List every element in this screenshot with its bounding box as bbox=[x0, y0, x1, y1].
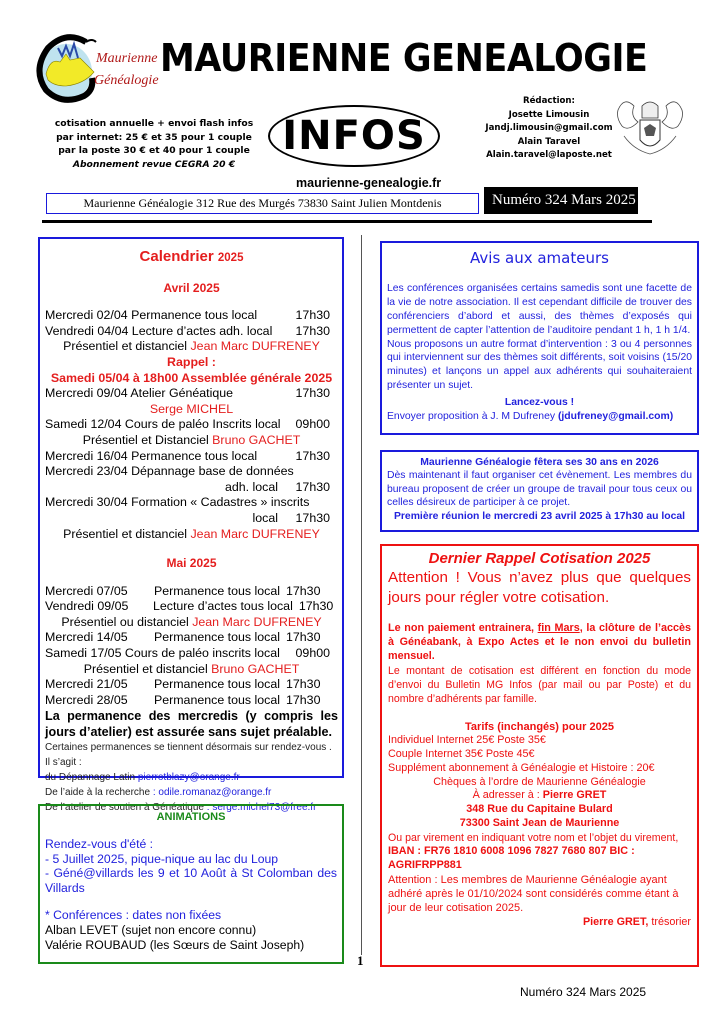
host-name: Jean Marc DUFRENEY bbox=[192, 614, 322, 629]
page-footer: Numéro 324 Mars 2025 bbox=[520, 985, 647, 999]
event-time: 17h30 bbox=[295, 323, 330, 338]
event-time: 17h30 bbox=[286, 583, 321, 598]
reminder-attention: Attention ! Vous n’avez plus que quelques jours pour régler votre cotisation. bbox=[388, 569, 691, 606]
permanence-note: La permanence des mercredis (y compris les jours d’atelier) est assurée sans sujet préalable. bbox=[45, 709, 338, 739]
event-text: Samedi 17/05 Cours de paléo inscrits local bbox=[45, 646, 280, 661]
event-row bbox=[45, 693, 338, 709]
calendar-title-text: Calendrier bbox=[139, 248, 214, 265]
animations-heading: ANIMATIONS bbox=[156, 811, 226, 823]
call-for-speakers-paragraph: Nous proposons un autre format d’intervention : 3 ou 4 personnes qui interviennent sur des thèmes soit différents, soit voisins (15/20 minutes) et lançons un appel aux adhérents qui souhaiteraient présenter un sujet. bbox=[387, 338, 692, 392]
host-name: Jean Marc DUFRENEY bbox=[190, 526, 320, 541]
cotisation-summary bbox=[50, 117, 258, 171]
cotisation-line: par internet: 25 € et 35 pour 1 couple bbox=[56, 131, 252, 143]
event-text: Mercredi 16/04 Permanence tous local bbox=[45, 448, 258, 463]
event-row bbox=[45, 308, 338, 324]
cotisation-line: cotisation annuelle + envoi flash infos bbox=[54, 118, 254, 129]
warning-text: , la clôture de l’accès à Généabank, à Expo Actes et le non envoi du bulletin mensuel. bbox=[388, 622, 691, 663]
calendar-title bbox=[45, 249, 338, 267]
event-row bbox=[45, 599, 338, 615]
redaction-label: Rédaction: bbox=[522, 96, 575, 106]
svg-text:Maurienne: Maurienne bbox=[96, 51, 158, 66]
signature bbox=[388, 915, 691, 929]
event-text: Mercredi 23/04 Dépannage base de données bbox=[45, 464, 294, 479]
membership-reminder-box bbox=[380, 544, 699, 967]
contact-email[interactable]: pierrotblazy@orange.fr bbox=[137, 772, 240, 784]
event-day: Vendredi 09/05 bbox=[45, 599, 129, 614]
contact-label: De l’aide à la recherche bbox=[45, 787, 153, 799]
contact-line bbox=[45, 770, 338, 785]
anniversary-box bbox=[380, 450, 699, 532]
event-row bbox=[45, 646, 338, 662]
reminder-heading: Dernier Rappel Cotisation 2025 bbox=[428, 550, 651, 567]
association-logo bbox=[36, 32, 164, 104]
host-prefix: Présentiel et Distanciel bbox=[82, 432, 213, 447]
coat-of-arms-icon bbox=[614, 92, 686, 160]
tarifs-heading: Tarifs (inchangés) pour 2025 bbox=[465, 721, 614, 734]
animation-item: - 5 Juillet 2025, pique-nique au lac du Loup bbox=[45, 851, 279, 866]
event-text: Mercredi 02/04 Permanence tous local bbox=[45, 308, 258, 323]
animation-item: - Géné@villards les 9 et 10 Août à St Colomban des Villards bbox=[45, 866, 337, 896]
event-text: Permanence tous local bbox=[153, 677, 280, 692]
summer-meetings-label: Rendez-vous d'été : bbox=[45, 836, 154, 851]
reminder-warning bbox=[388, 621, 691, 664]
cheques-note: Chèques à l’ordre de Maurienne Généalogie bbox=[433, 775, 646, 788]
send-to bbox=[388, 789, 691, 803]
contact-email[interactable]: : serge.michel73@free.fr bbox=[206, 802, 317, 814]
event-text: Samedi 12/04 Cours de paléo Inscrits local bbox=[45, 417, 281, 432]
event-text: adh. local bbox=[224, 479, 278, 494]
iban-label: IBAN bbox=[388, 845, 415, 857]
contact-email[interactable]: : odile.romanaz@orange.fr bbox=[152, 787, 272, 799]
assembly-announcement: Samedi 05/04 à 18h00 Assemblée générale 2025 bbox=[50, 370, 333, 385]
event-time: 09h00 bbox=[295, 646, 330, 661]
tarif-line: Couple Internet 35€ Poste 45€ bbox=[388, 748, 535, 761]
treasurer-street: 348 Rue du Capitaine Bulard bbox=[466, 803, 613, 816]
event-row bbox=[45, 324, 338, 340]
infos-label: INFOS bbox=[282, 113, 426, 159]
editor-name: Alain Taravel bbox=[517, 136, 581, 147]
cotisation-line: Abonnement revue CEGRA 20 € bbox=[72, 158, 236, 170]
contact-label: du Dépannage Latin bbox=[45, 772, 138, 784]
website-link[interactable]: maurienne-genealogie.fr bbox=[296, 176, 442, 190]
host-prefix: Présentiel et distanciel bbox=[63, 339, 191, 354]
event-text: Lecture d’actes tous local bbox=[153, 599, 293, 614]
call-for-speakers-heading: Avis aux amateurs bbox=[470, 249, 609, 267]
submission-text: Envoyer proposition à J. M Dufreney bbox=[387, 411, 558, 423]
event-time: 09h00 bbox=[295, 417, 330, 432]
calendar-title-year: 2025 bbox=[217, 252, 244, 264]
event-host bbox=[45, 615, 338, 631]
treasurer-name: Pierre GRET bbox=[542, 789, 607, 802]
bic-value: AGRIFRPP881 bbox=[388, 858, 462, 871]
event-time: 17h30 bbox=[295, 479, 330, 494]
warning-text: Le non paiement entrainera, bbox=[388, 622, 538, 634]
redaction-block bbox=[484, 95, 614, 163]
event-host bbox=[45, 662, 338, 678]
event-time: 17h30 bbox=[295, 386, 330, 401]
host-prefix: Présentiel et distanciel bbox=[63, 526, 191, 541]
submission-email[interactable]: (jdufreney@gmail.com) bbox=[557, 411, 674, 423]
host-prefix: Présentiel et distanciel bbox=[83, 661, 212, 676]
event-text: Permanence tous local bbox=[153, 583, 280, 598]
event-time: 17h30 bbox=[295, 510, 330, 525]
event-host bbox=[45, 433, 338, 449]
event-day: Mercredi 14/05 bbox=[45, 630, 128, 645]
appointment-note: Certaines permanences se tiennent désormais sur rendez-vous . Il s’agit : bbox=[45, 742, 332, 769]
call-for-speakers-box bbox=[380, 241, 699, 435]
event-row bbox=[45, 584, 338, 600]
header-divider bbox=[42, 220, 652, 223]
speaker: Alban LEVET (sujet non encore connu) bbox=[45, 922, 257, 937]
anniversary-body: Dès maintenant il faut organiser cet évènement. Les membres du bureau proposent de créer un groupe de travail pour tous ceux ou celles désireux de participer à ce projet. bbox=[387, 470, 692, 509]
event-host bbox=[45, 527, 338, 543]
contact-label: De l’atelier de soutien à Généatique bbox=[45, 802, 207, 814]
contact-line bbox=[45, 785, 338, 800]
host-prefix: Présentiel ou distanciel bbox=[61, 614, 193, 629]
cotisation-line: par la poste 30 € et 40 pour 1 couple bbox=[58, 145, 250, 156]
submission-line bbox=[387, 410, 692, 424]
event-time: 17h30 bbox=[295, 308, 330, 323]
event-row bbox=[45, 417, 338, 433]
signature-name: Pierre GRET, bbox=[582, 916, 649, 929]
event-text: Permanence tous local bbox=[153, 630, 280, 645]
event-time: 17h30 bbox=[286, 692, 321, 707]
calendar-box bbox=[38, 237, 344, 814]
animations-box bbox=[38, 804, 344, 964]
event-host bbox=[45, 339, 338, 355]
call-for-speakers-paragraph: Les conférences organisées certains samedis sont une facette de la vie de notre association. Il est cependant difficile de trouver des conférenciers d’abord et aussi, des thèmes d’exposés qui permettent de capter l’attention de l’auditoire pendant 1 h, 1 h 1/4. bbox=[387, 282, 692, 336]
editor-name: Josette Limousin bbox=[508, 109, 590, 120]
iban-value: : FR76 1810 6008 1096 7827 7680 807 BIC : bbox=[414, 845, 635, 857]
editor-email[interactable]: Jandj.limousin@gmail.com bbox=[485, 123, 613, 133]
page-number: 1 bbox=[357, 953, 364, 968]
transfer-note: Ou par virement en indiquant votre nom et l’objet du virement, bbox=[388, 831, 679, 844]
iban-line bbox=[388, 845, 691, 859]
event-day: Mercredi 28/05 bbox=[45, 692, 128, 707]
event-text: Mercredi 09/04 Atelier Généatique bbox=[45, 386, 234, 401]
event-row bbox=[45, 677, 338, 693]
event-row-cont bbox=[45, 480, 338, 496]
masthead-title: MAURIENNE GENEALOGIE bbox=[160, 36, 648, 80]
reminder-label: Rappel : bbox=[167, 354, 216, 369]
infos-badge bbox=[268, 105, 440, 167]
editor-email[interactable]: Alain.taravel@laposte.net bbox=[486, 150, 612, 160]
issue-number-badge: Numéro 324 Mars 2025 bbox=[484, 187, 638, 214]
tarif-line: Individuel Internet 25€ Poste 35€ bbox=[388, 734, 546, 747]
call-to-action: Lancez-vous ! bbox=[504, 397, 575, 409]
reminder-amount-note: Le montant de cotisation est différent en fonction du mode d’envoi du Bulletin MG Infos (par mail ou par Poste) et du nombre d’adhérents par famille. bbox=[388, 664, 691, 706]
event-text: Mercredi 30/04 Formation « Cadastres » inscrits bbox=[45, 495, 310, 510]
send-to-label: À adresser à : bbox=[472, 789, 543, 802]
event-text: Vendredi 04/04 Lecture d’actes adh. local bbox=[45, 323, 273, 338]
event-day: Mercredi 21/05 bbox=[45, 677, 128, 692]
address-box: Maurienne Généalogie 312 Rue des Murgés 73830 Saint Julien Montdenis bbox=[46, 193, 479, 214]
speaker: Valérie ROUBAUD (les Sœurs de Saint Joseph) bbox=[45, 937, 305, 952]
host-name: Jean Marc DUFRENEY bbox=[190, 339, 320, 354]
late-members-note: Attention : Les membres de Maurienne Généalogie ayant adhéré après le 01/10/2024 sont considérés comme étant à jour de leur cotisation 2025. bbox=[388, 873, 679, 914]
event-time: 17h30 bbox=[298, 599, 334, 614]
event-text: Permanence tous local bbox=[153, 692, 280, 707]
host-name: Serge MICHEL bbox=[149, 401, 234, 416]
month-heading-april: Avril 2025 bbox=[163, 280, 220, 295]
host-name: Bruno GACHET bbox=[212, 432, 301, 447]
tarif-line: Supplément abonnement à Généalogie et Histoire : 20€ bbox=[388, 761, 655, 774]
month-heading-may: Mai 2025 bbox=[166, 556, 217, 571]
event-time: 17h30 bbox=[286, 630, 321, 645]
warning-deadline: fin Mars bbox=[537, 622, 580, 634]
host-name: Bruno GACHET bbox=[211, 661, 300, 676]
column-divider bbox=[361, 235, 362, 955]
event-time: 17h30 bbox=[286, 677, 321, 692]
event-day: Mercredi 07/05 bbox=[45, 583, 128, 598]
signature-role: trésorier bbox=[648, 916, 691, 929]
event-row-cont bbox=[45, 511, 338, 527]
conferences-label: * Conférences : dates non fixées bbox=[45, 907, 222, 922]
logo-map-icon bbox=[36, 32, 164, 104]
anniversary-meeting: Première réunion le mercredi 23 avril 2025 à 17h30 au local bbox=[393, 510, 686, 522]
svg-text:Généalogie: Généalogie bbox=[94, 73, 159, 88]
event-text: local bbox=[252, 510, 278, 525]
event-row bbox=[45, 630, 338, 646]
anniversary-heading: Maurienne Généalogie fêtera ses 30 ans en 2026 bbox=[420, 457, 659, 468]
treasurer-city: 73300 Saint Jean de Maurienne bbox=[459, 817, 620, 829]
event-row bbox=[45, 386, 338, 402]
event-time: 17h30 bbox=[295, 448, 330, 463]
event-row bbox=[45, 449, 338, 465]
